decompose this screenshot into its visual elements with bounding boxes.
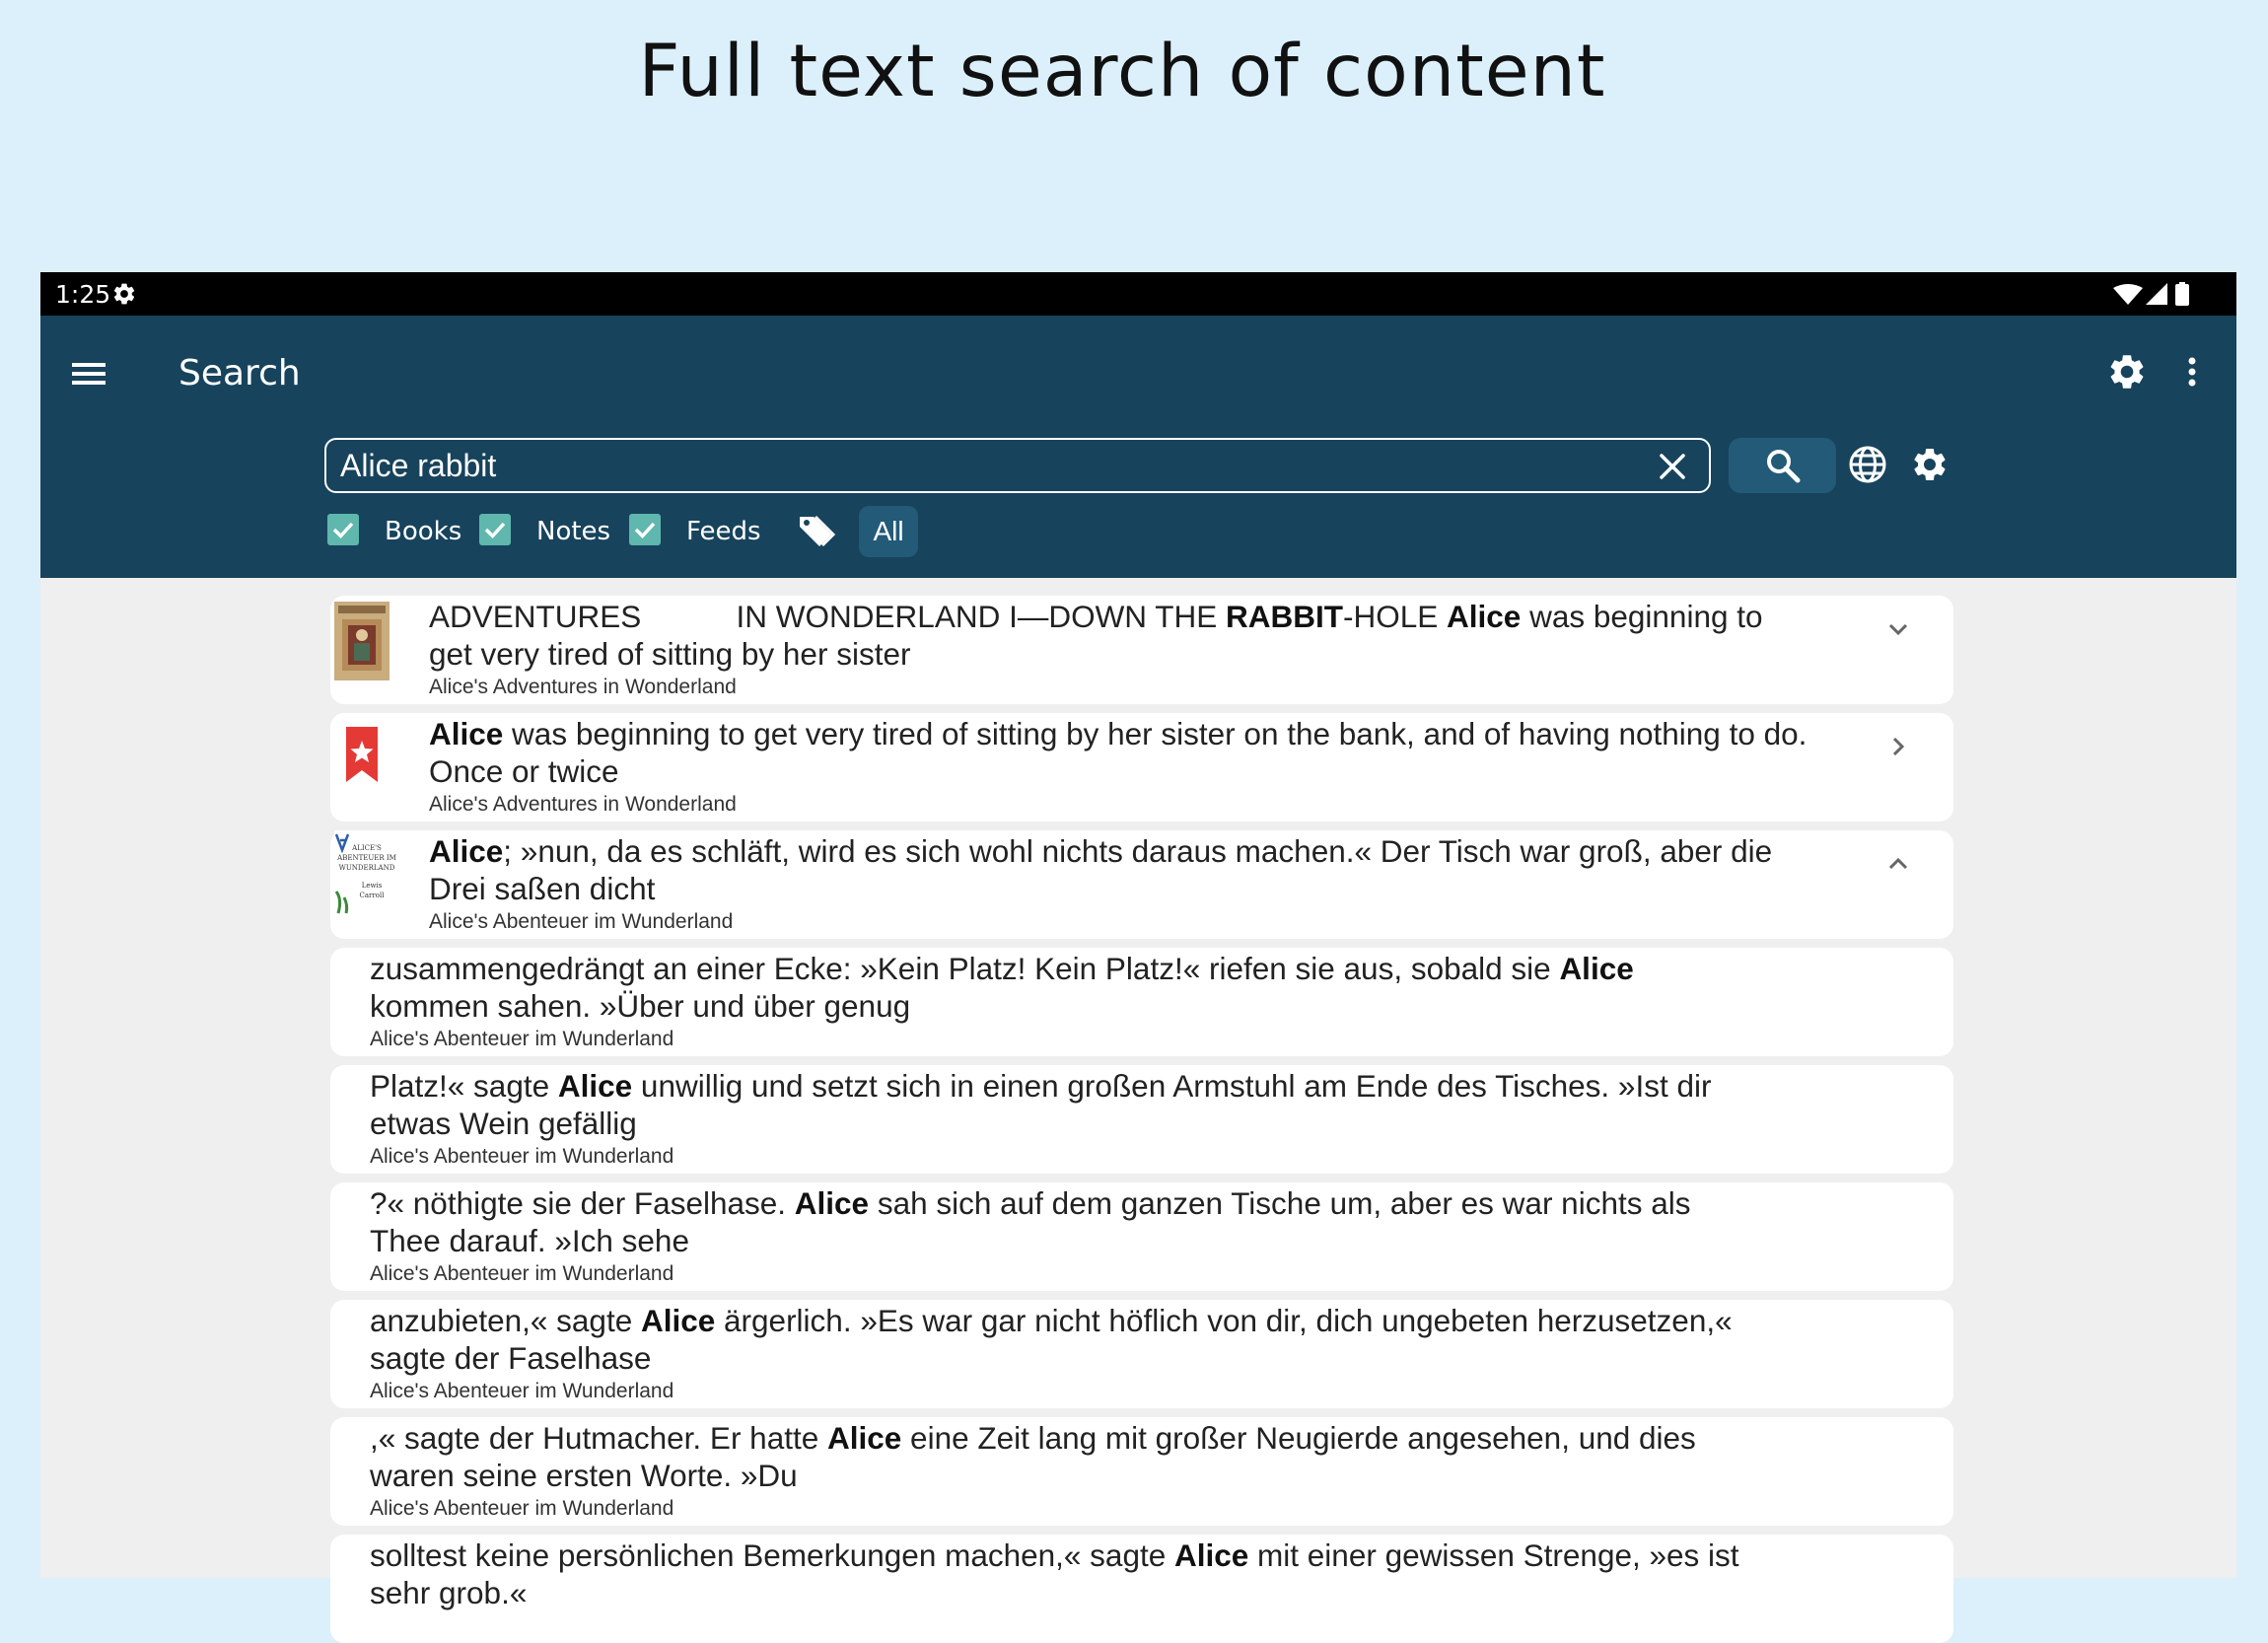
match-highlight: Alice: [429, 716, 504, 751]
app-screen: [40, 272, 2236, 1610]
match-highlight: Alice: [1447, 599, 1522, 634]
cover-title: WUNDERLAND: [338, 864, 395, 872]
tags-icon[interactable]: [796, 511, 837, 552]
result-row[interactable]: [330, 948, 1953, 1056]
filter-label: Books: [385, 517, 462, 546]
filter-label: Notes: [536, 517, 611, 546]
match-highlight: Alice: [1174, 1537, 1249, 1573]
result-row[interactable]: [330, 596, 1953, 704]
result-snippet: [370, 950, 1750, 1025]
status-time: 1:25: [55, 280, 111, 309]
filter-notes[interactable]: [479, 511, 617, 550]
result-source: Alice's Abenteuer im Wunderland: [370, 1380, 674, 1402]
snippet-text: ?« nöthigte sie der Faselhase.: [370, 1185, 795, 1221]
app-title: Search: [178, 353, 301, 393]
result-snippet: [429, 715, 1816, 790]
expand-more-icon[interactable]: [1882, 613, 1914, 645]
result-snippet: [370, 1419, 1750, 1494]
snippet-text: kommen sahen. »Über und über genug: [370, 951, 1643, 1024]
result-row[interactable]: [330, 1182, 1953, 1291]
search-button[interactable]: [1729, 438, 1836, 493]
bookmark-star-icon: [334, 719, 390, 798]
expand-less-icon[interactable]: [1882, 848, 1914, 880]
result-snippet: [370, 1184, 1750, 1259]
result-row[interactable]: [330, 1300, 1953, 1408]
result-source: Alice's Abenteuer im Wunderland: [429, 910, 734, 933]
match-highlight: Alice: [640, 1303, 716, 1338]
tag-filter-chip[interactable]: All: [859, 506, 918, 557]
match-highlight: Alice: [1559, 951, 1634, 986]
result-snippet: [429, 598, 1809, 673]
snippet-text: -HOLE: [1343, 599, 1448, 634]
snippet-text: was beginning to get very tired of sitting by her sister on the bank, and of having nothing to do. Once or twice: [429, 716, 1816, 789]
match-highlight: RABBIT: [1226, 599, 1343, 634]
settings-icon[interactable]: [1910, 445, 1949, 484]
page-headline: Full text search of content: [638, 30, 1606, 113]
more-vert-icon[interactable]: [2180, 351, 2204, 393]
result-row[interactable]: [330, 830, 1953, 939]
result-row[interactable]: [330, 1065, 1953, 1174]
result-row[interactable]: [330, 713, 1953, 822]
snippet-text: ADVENTURES IN WONDERLAND I—DOWN THE: [429, 599, 1226, 634]
search-icon: [1765, 448, 1801, 483]
result-snippet: [370, 1302, 1750, 1377]
search-field: [324, 438, 1711, 493]
snippet-text: ärgerlich. »Es war gar nicht höflich von dir, dich ungebeten herzusetzen,« sagte der Faselhase: [370, 1303, 1741, 1376]
snippet-text: mit einer gewissen Strenge, »es ist sehr grob.«: [370, 1537, 1748, 1610]
settings-icon: [111, 281, 137, 307]
checkbox-checked[interactable]: [479, 514, 511, 545]
result-source: Alice's Abenteuer im Wunderland: [370, 1497, 674, 1520]
snippet-text: sah sich auf dem ganzen Tische um, aber es war nichts als Thee darauf. »Ich sehe: [370, 1185, 1699, 1258]
filter-books[interactable]: [327, 511, 465, 550]
settings-icon[interactable]: [2106, 351, 2148, 393]
app-bar: [40, 316, 2236, 578]
snippet-text: ; »nun, da es schläft, wird es sich wohl nichts daraus machen.« Der Tisch war groß, aber die Drei saßen dicht: [429, 833, 1781, 906]
result-source: Alice's Abenteuer im Wunderland: [370, 1262, 674, 1285]
globe-icon[interactable]: [1848, 445, 1887, 484]
snippet-text: Platz!« sagte: [370, 1068, 558, 1104]
result-source: Alice's Abenteuer im Wunderland: [370, 1145, 674, 1168]
result-source: Alice's Adventures in Wonderland: [429, 676, 737, 698]
match-highlight: Alice: [557, 1068, 633, 1104]
result-row[interactable]: [330, 1535, 1953, 1643]
filter-label: Feeds: [686, 517, 761, 546]
snippet-text: unwillig und setzt sich in einen großen Armstuhl am Ende des Tisches. »Ist dir etwas Wein gefällig: [370, 1068, 1721, 1141]
filter-feeds[interactable]: [629, 511, 767, 550]
book-cover-thumbnail: [334, 602, 390, 680]
result-snippet: [370, 1536, 1750, 1611]
checkbox-checked[interactable]: [629, 514, 661, 545]
cover-title: ABENTEUER IM: [337, 854, 396, 862]
search-input[interactable]: [340, 446, 1622, 485]
battery-icon: [2175, 282, 2189, 306]
result-row[interactable]: [330, 1417, 1953, 1526]
match-highlight: Alice: [827, 1420, 902, 1456]
wifi-icon: [2113, 284, 2143, 306]
snippet-text: solltest keine persönlichen Bemerkungen machen,« sagte: [370, 1537, 1174, 1573]
signal-icon: [2146, 283, 2167, 305]
menu-icon[interactable]: [70, 353, 111, 394]
clear-icon[interactable]: [1658, 452, 1687, 481]
result-source: Alice's Abenteuer im Wunderland: [370, 1028, 674, 1050]
match-highlight: Alice: [429, 833, 504, 869]
match-highlight: Alice: [794, 1185, 870, 1221]
cover-author: Carroll: [359, 892, 385, 899]
result-snippet: [429, 832, 1809, 907]
chevron-right-icon[interactable]: [1882, 731, 1914, 762]
checkbox-checked[interactable]: [327, 514, 359, 545]
snippet-text: ,« sagte der Hutmacher. Er hatte: [370, 1420, 827, 1456]
snippet-text: was beginning to get very tired of sitting by her sister: [429, 599, 1772, 672]
cover-author: Lewis: [361, 882, 383, 890]
snippet-text: anzubieten,« sagte: [370, 1303, 641, 1338]
cover-title: ALICE'S: [352, 844, 382, 852]
snippet-text: zusammengedrängt an einer Ecke: »Kein Platz! Kein Platz!« riefen sie aus, sobald sie: [370, 951, 1560, 986]
snippet-text: eine Zeit lang mit großer Neugierde angesehen, und dies waren seine ersten Worte. »Du: [370, 1420, 1705, 1493]
result-snippet: [370, 1067, 1750, 1142]
book-cover-thumbnail: [334, 830, 396, 915]
status-bar: [40, 272, 2236, 316]
result-source: Alice's Adventures in Wonderland: [429, 793, 737, 816]
